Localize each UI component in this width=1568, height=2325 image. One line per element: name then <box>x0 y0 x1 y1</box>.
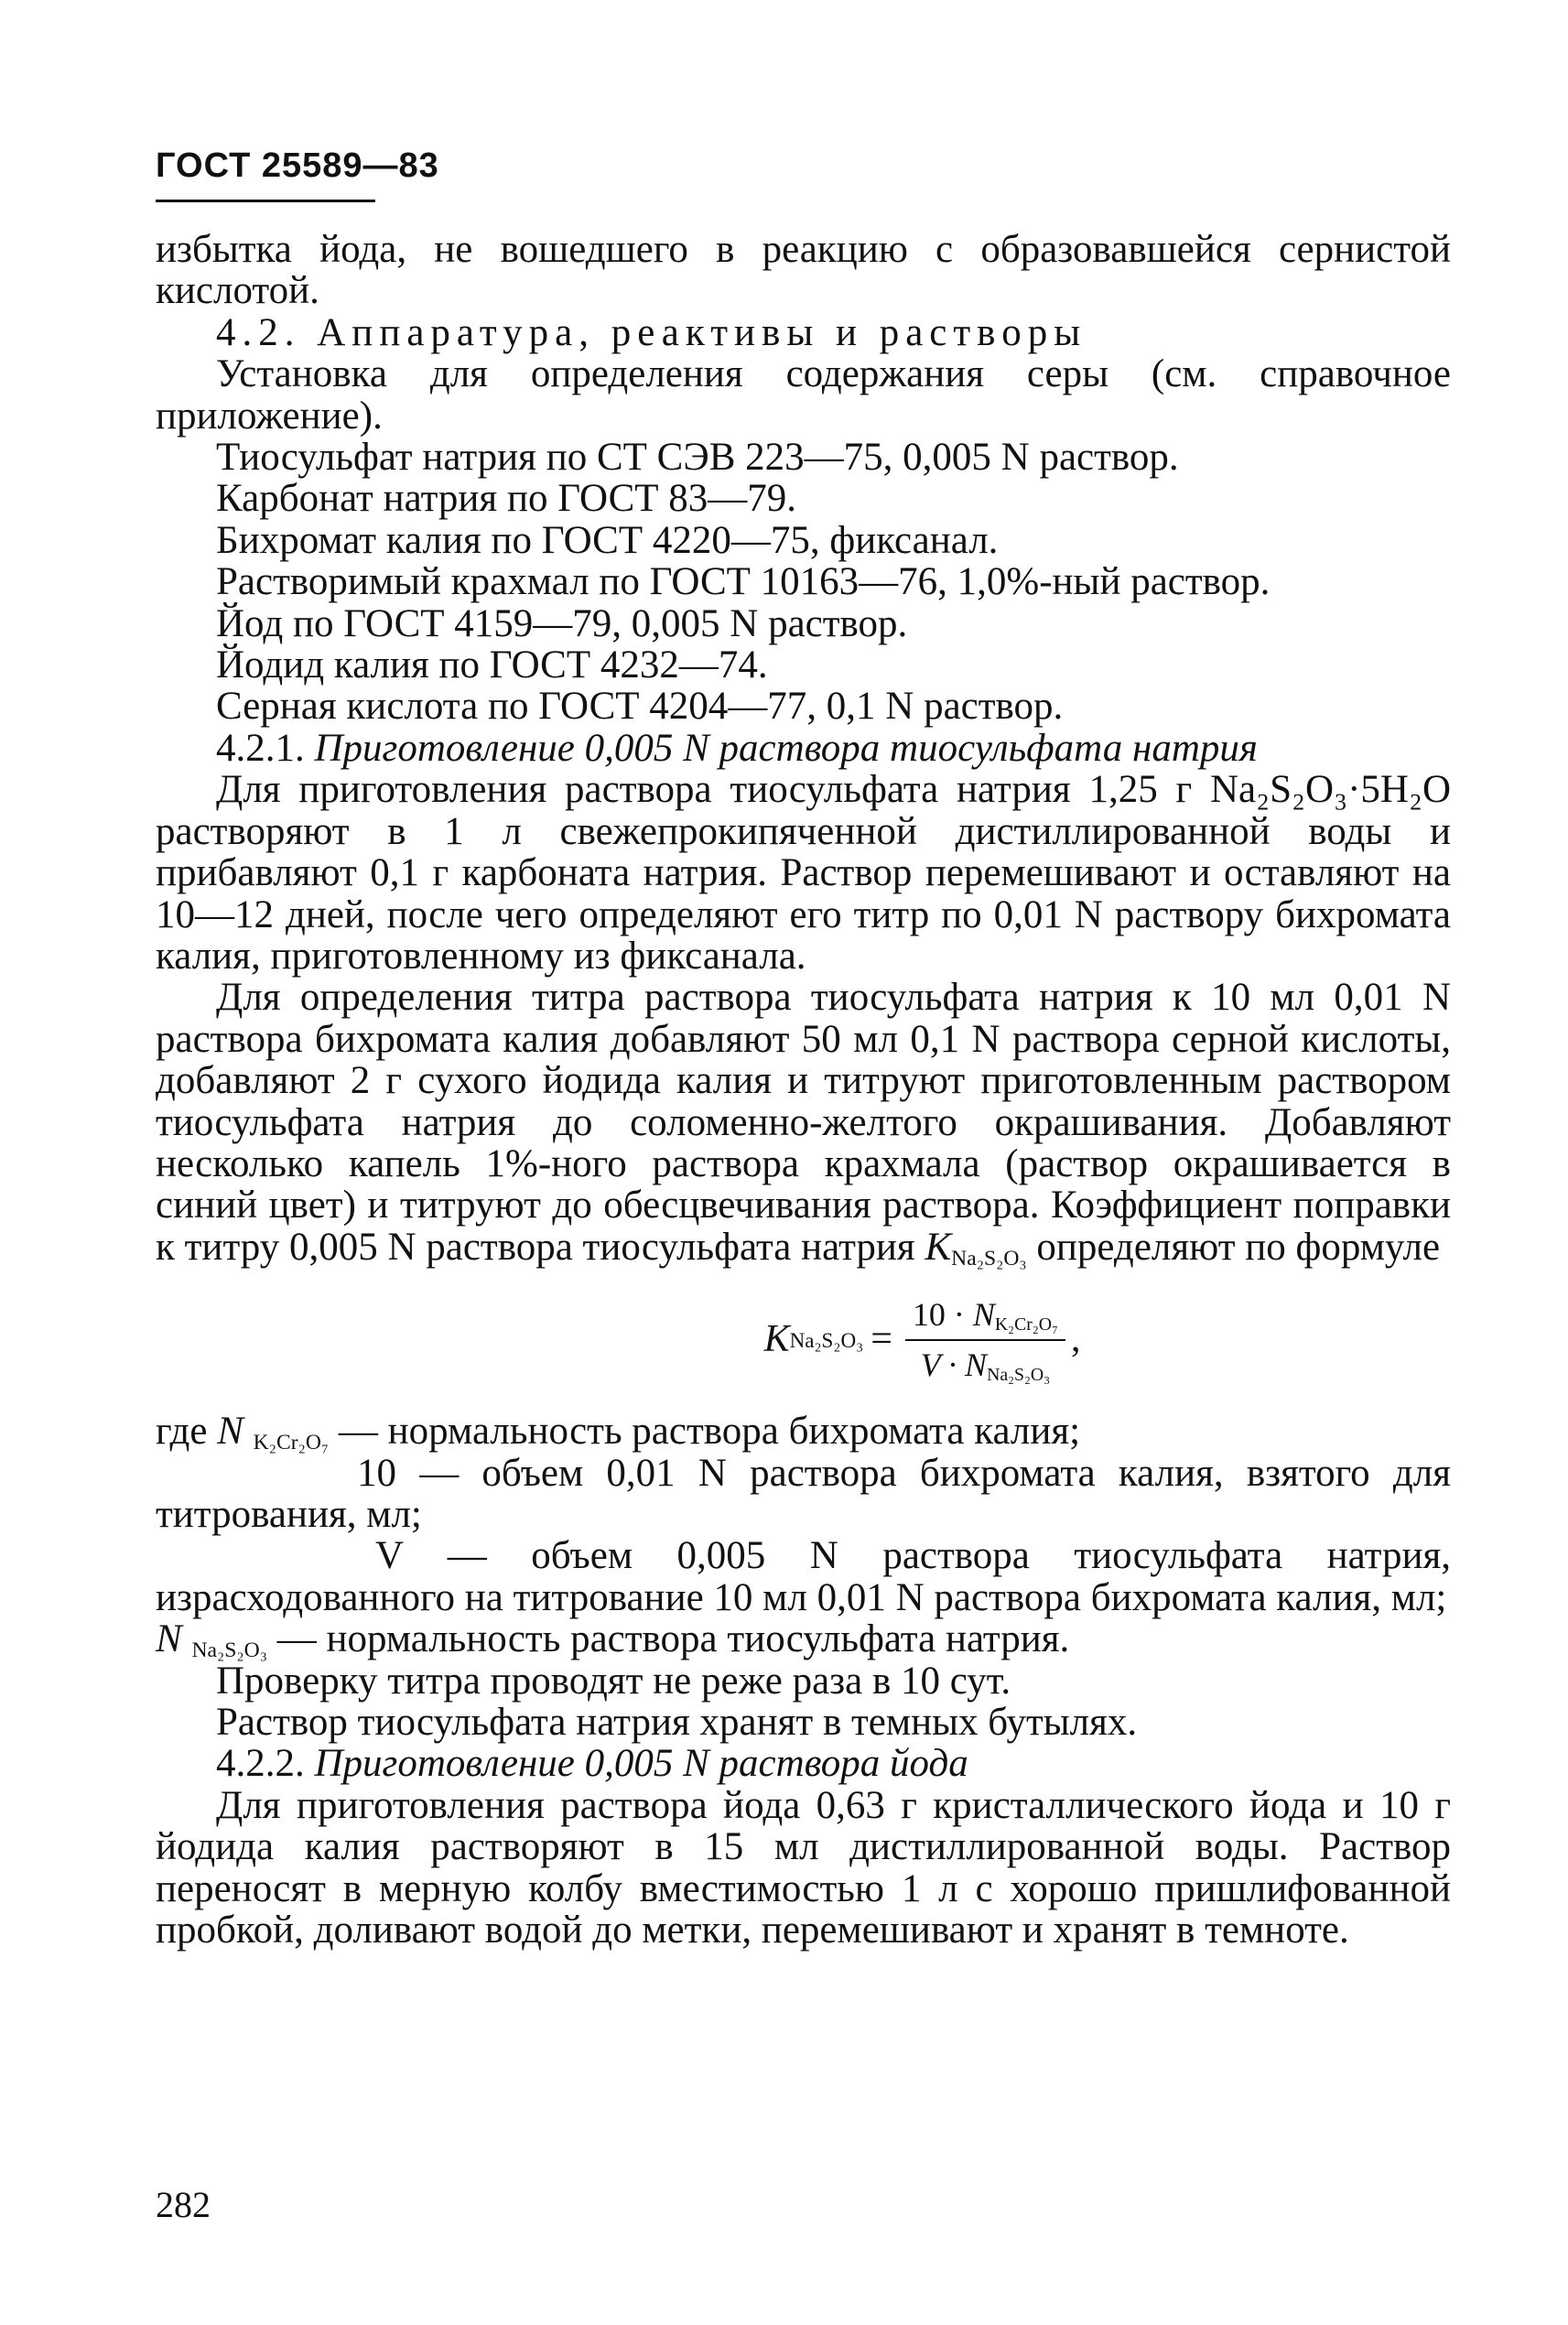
definition-text: — нормальность раствора тиосульфата натрия. <box>266 1617 1070 1661</box>
text-run: Для определения титра раствора тиосульфата натрия к 10 мл 0,01 N раствора бихромата калия добавляют 50 мл 0,1 N раствора серной кислоты, добавляют 2 г сухого йодида калия и титруют приготовленным раствором тиосульфата натрия до соломенно-желтого окрашивания. Добавляют несколько капель 1%-ного раствора крахмала (раствор окрашивается в синий цвет) и титруют до обесцвечивания раствора. Коэффициент поправки к титру 0,005 N раствора тиосульфата натрия <box>156 976 1451 1269</box>
formula-numerator <box>905 1294 1065 1341</box>
symbol-n: N <box>217 1410 243 1454</box>
subsection-number: 4.2.1. <box>216 726 305 770</box>
paragraph-continuation: избытка йода, не вошедшего в реакцию с образовавшейся сернистой кислотой. <box>156 228 1451 313</box>
symbol-subscript: K₂Cr₂O₇ <box>253 1431 330 1455</box>
definition-v: V — объем 0,005 N раствора тиосульфата натрия, израсходованного на титрование 10 мл 0,01 N раствора бихромата калия, мл; <box>156 1534 1451 1619</box>
body-text <box>156 229 1451 1951</box>
list-item-reagent: Растворимый крахмал по ГОСТ 10163—76, 1,0%-ный раствор. <box>216 560 1271 604</box>
list-item-reagent: Йодид калия по ГОСТ 4232—74. <box>216 643 768 687</box>
numerator-prefix: 10 · <box>912 1295 973 1333</box>
formula-trailing-comma: , <box>1070 1318 1081 1361</box>
coefficient-formula: K Na₂S₂O₃ = $\frac{10 \cdot N_{K_2Cr_2O_7}}{V \cdot N_{Na_2S_2O_3}}$ , <box>763 1295 1081 1386</box>
page-number: 282 <box>156 2184 211 2225</box>
definition-prefix: где <box>156 1410 218 1454</box>
list-item-reagent: Серная кислота по ГОСТ 4204—77, 0,1 N раствор. <box>216 685 1064 729</box>
section-heading-4-2 <box>156 312 1451 353</box>
chemical-formula: Na₂S₂O₃·5H₂O <box>1210 768 1451 812</box>
coefficient-subscript: Na₂S₂O₃ <box>951 1246 1027 1271</box>
document-header: ГОСТ 25589—83 <box>156 146 439 185</box>
definition-n-na2s2o3 <box>156 1617 1451 1663</box>
list-item-reagent: Бихромат калия по ГОСТ 4220—75, фиксанал. <box>216 518 999 562</box>
list-item-reagent: Тиосульфат натрия по СТ СЭВ 223—75, 0,005 N раствор. <box>216 436 1179 480</box>
symbol-n: N <box>156 1617 182 1661</box>
text-run: растворяют в 1 л свежепрокипяченной дистиллированной воды и прибавляют 0,1 г карбоната натрия. Раствор перемешивают и оставляют на 10—12 дней, после чего определяют его титр по 0,01 N раствору бихромата калия, приготовленному из фиксанала. <box>156 809 1451 978</box>
subsection-number: 4.2.2. <box>216 1742 305 1786</box>
paragraph-titre-determination <box>156 976 1451 1271</box>
formula-lhs-var: K <box>763 1318 790 1361</box>
coefficient-symbol: K <box>925 1225 952 1269</box>
definition-n-k2cr2o7 <box>156 1410 1451 1455</box>
list-item-reagent: Карбонат натрия по ГОСТ 83—79. <box>216 477 797 521</box>
numerator-var: N <box>972 1295 995 1333</box>
formula-equals: = <box>871 1318 892 1361</box>
text-run: Для приготовления раствора тиосульфата натрия 1,25 г <box>216 768 1210 812</box>
definition-10: 10 — объем 0,01 N раствора бихромата калия, взятого для титрования, мл; <box>156 1451 1451 1536</box>
subsection-heading-4-2-1 <box>156 728 1451 769</box>
paragraph-storage: Раствор тиосульфата натрия хранят в темных бутылях. <box>216 1701 1138 1744</box>
formula-fraction <box>905 1294 1065 1387</box>
paragraph-check-frequency: Проверку титра проводят не реже раза в 10 сут. <box>216 1659 1011 1703</box>
denominator-prefix: V · <box>920 1346 966 1384</box>
header-rule <box>156 200 375 202</box>
subsection-title: Приготовление 0,005 N раствора йода <box>314 1742 968 1786</box>
list-item-apparatus: Установка для определения содержания серы (см. справочное приложение). <box>156 352 1451 438</box>
definition-text: — нормальность раствора бихромата калия; <box>329 1410 1081 1454</box>
subsection-heading-4-2-2 <box>156 1743 1451 1784</box>
section-heading-text: 4.2. Аппаратура, реактивы и растворы <box>216 310 1087 354</box>
paragraph-preparation <box>156 769 1451 977</box>
formula-denominator <box>914 1341 1057 1386</box>
denominator-sub: Na₂S₂O₃ <box>987 1365 1051 1386</box>
symbol-subscript: Na₂S₂O₃ <box>191 1638 267 1663</box>
subsection-title: Приготовление 0,005 N раствора тиосульфата натрия <box>314 726 1258 770</box>
list-item-reagent: Йод по ГОСТ 4159—79, 0,005 N раствор. <box>216 601 908 645</box>
numerator-sub: K₂Cr₂O₇ <box>994 1314 1058 1335</box>
text-run: определяют по формуле <box>1026 1225 1441 1269</box>
denominator-var: N <box>965 1346 988 1384</box>
paragraph-iodine-preparation: Для приготовления раствора йода 0,63 г кристаллического йода и 10 г йодида калия растворяют в 15 мл дистиллированной воды. Раствор переносят в мерную колбу вместимостью 1 л с хорошо пришлифованной пробкой, доливают водой до метки, перемешивают и хранят в темноте. <box>156 1783 1451 1952</box>
